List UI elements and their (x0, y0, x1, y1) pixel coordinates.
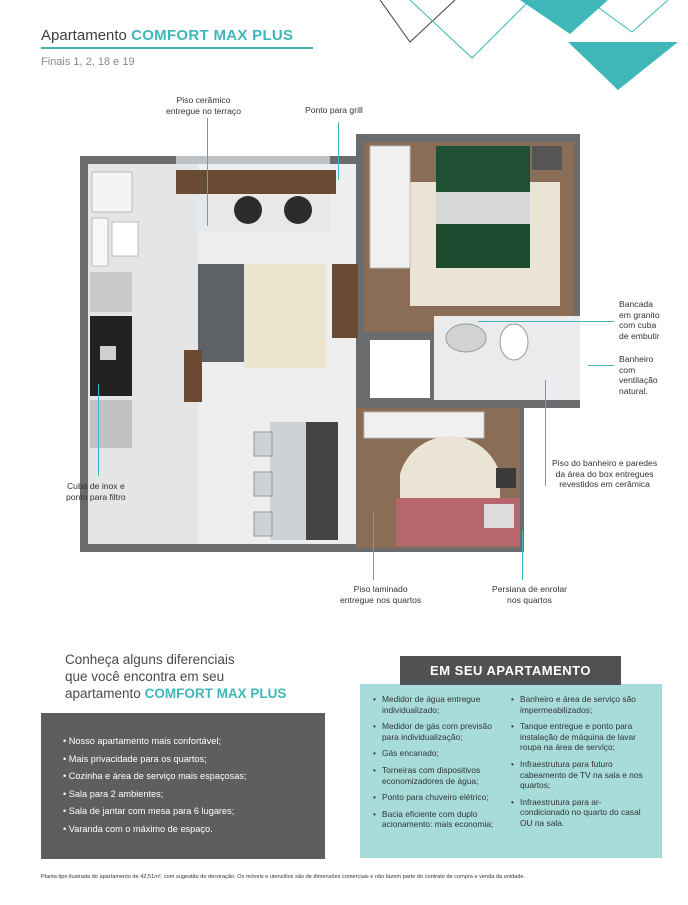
leader-cuba-inox (98, 384, 99, 476)
annotation-piso-banheiro: Piso do banheiro e paredes da área do box entregues revestidos em cerâmica (552, 458, 658, 489)
features-column-1 (372, 694, 506, 836)
list-item: • Nosso apartamento mais confortável; (63, 733, 325, 751)
floor-plan (80, 132, 580, 552)
annotation-grill: Ponto para grill (305, 105, 363, 115)
annotation-piso-laminado: Piso laminado entregue nos quartos (340, 584, 422, 605)
list-item: • Torneiras com dispositivos economizadores de água; (372, 765, 506, 786)
list-item: • Ponto para chuveiro elétrico; (372, 792, 506, 803)
annotation-bancada: Bancada em granito com cuba de embutir (619, 299, 660, 341)
annotation-piso-ceramico: Piso cerâmico entregue no terraço (166, 95, 242, 116)
list-item: • Sala para 2 ambientes; (63, 786, 325, 804)
leader-piso-laminado (373, 512, 374, 580)
leader-banheiro (588, 365, 614, 366)
list-item: • Banheiro e área de serviço são impermeabilizados; (510, 694, 644, 715)
leader-piso-ceramico (207, 118, 208, 226)
differentials-list (41, 713, 325, 839)
list-item: • Medidor de água entregue individualizado; (372, 694, 506, 715)
list-item: • Bacia eficiente com duplo acionamento: mais economia; (372, 809, 506, 830)
differentials-box (41, 713, 325, 859)
leader-grill (338, 122, 339, 180)
list-item: • Infraestrutura para ar-condicionado no quarto do casal OU na sala. (510, 797, 644, 829)
list-item: • Infraestrutura para futuro cabeamento de TV na sala e nos quartos; (510, 759, 644, 791)
leader-persiana (522, 530, 523, 580)
title-underline (41, 47, 313, 49)
leader-bancada (478, 321, 614, 322)
differentials-heading: Conheça alguns diferenciais que você encontra em seu apartamento COMFORT MAX PLUS (65, 652, 287, 701)
annotation-banheiro: Banheiro com ventilação natural. (619, 354, 658, 396)
page-subtitle: Finais 1, 2, 18 e 19 (41, 56, 135, 68)
features-column-2 (510, 694, 644, 835)
list-item: • Mais privacidade para os quartos; (63, 751, 325, 769)
title-prefix: Apartamento (41, 27, 127, 44)
list-item: • Varanda com o máximo de espaço. (63, 821, 325, 839)
page-title (41, 27, 293, 44)
list-item: • Cozinha e área de serviço mais espaçosas; (63, 768, 325, 786)
title-highlight: COMFORT MAX PLUS (131, 27, 294, 44)
annotation-persiana: Persiana de enrolar nos quartos (492, 584, 568, 605)
corner-decoration (360, 0, 688, 95)
list-item: • Tanque entregue e ponto para instalação de máquina de lavar roupa na área de serviço; (510, 721, 644, 753)
list-item: • Gás encanado; (372, 748, 506, 759)
features-title: EM SEU APARTAMENTO (400, 656, 621, 685)
list-item: • Medidor de gás com previsão para individualização; (372, 721, 506, 742)
annotation-cuba-inox: Cuba de inox e ponto para filtro (66, 481, 126, 502)
list-item: • Sala de jantar com mesa para 6 lugares; (63, 803, 325, 821)
footnote: Planta tipo ilustrada do apartamento de 42,51m², com sugestão de decoração. Os móveis e utensílios são de dimensões comerciais e não fazem parte do contrato de compra e venda da unidade. (41, 874, 526, 880)
leader-piso-banheiro (545, 380, 546, 486)
